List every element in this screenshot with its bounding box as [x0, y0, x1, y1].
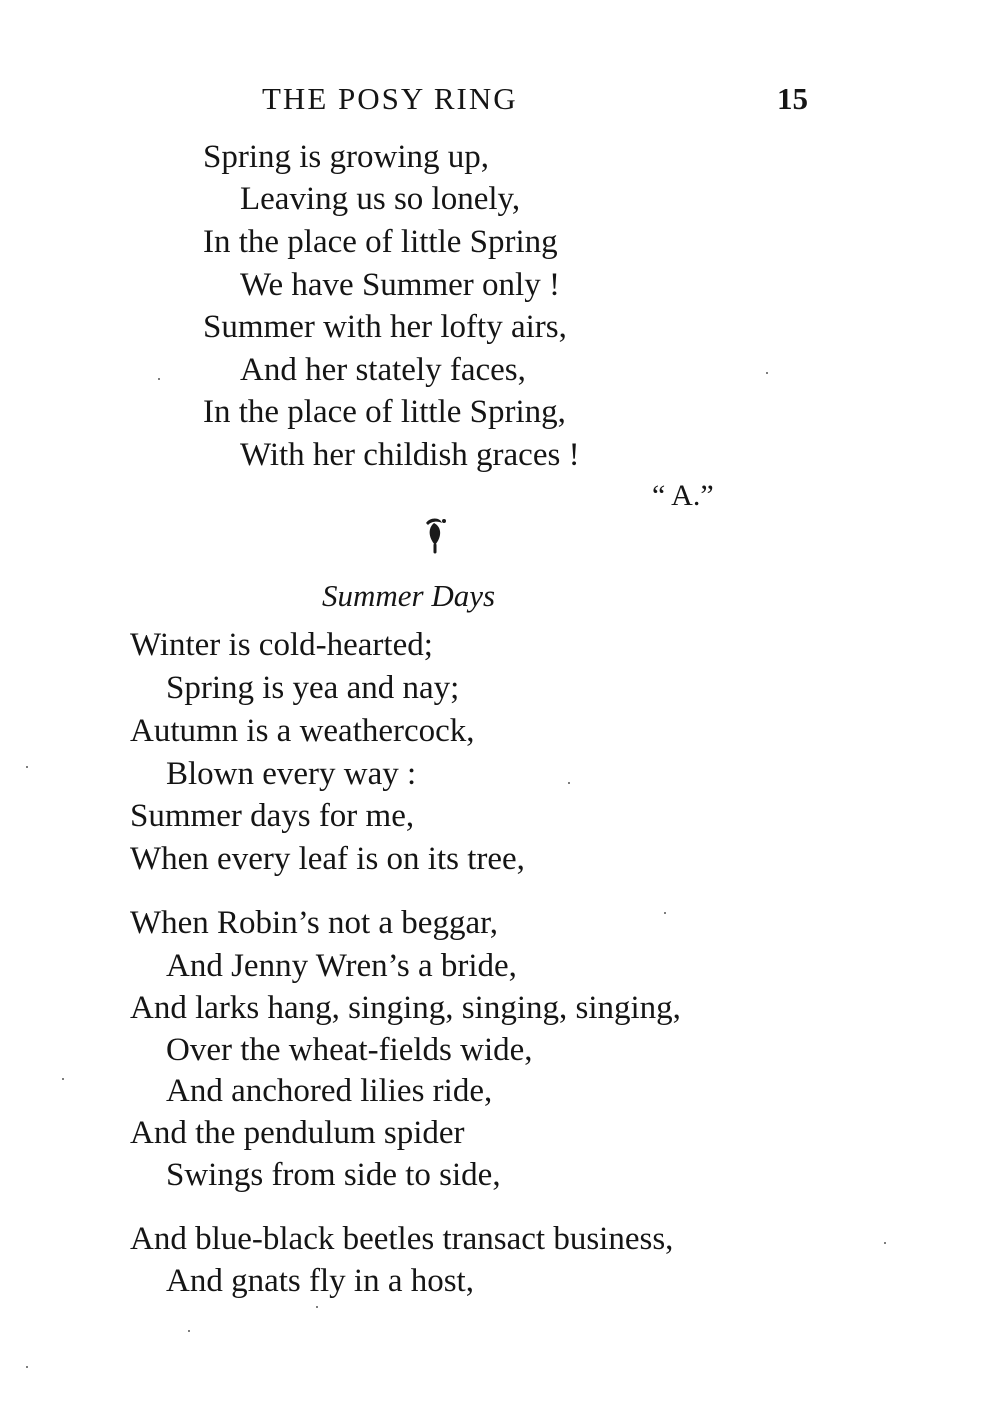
- poem-line: When Robin’s not a beggar,: [130, 905, 499, 941]
- print-speck: [158, 378, 160, 380]
- running-title: THE POSY RING: [262, 81, 518, 116]
- print-speck: [568, 782, 570, 784]
- print-speck: [26, 766, 28, 768]
- poem-line: Spring is growing up,: [203, 139, 490, 175]
- poem-line: In the place of little Spring: [203, 224, 558, 260]
- poem-line: Blown every way :: [166, 756, 417, 792]
- poem-line: When every leaf is on its tree,: [130, 841, 525, 877]
- poem-line: Summer days for me,: [130, 798, 415, 834]
- poem-line: Swings from side to side,: [166, 1157, 501, 1193]
- poem-line: And larks hang, singing, singing, singing,: [130, 990, 681, 1026]
- poem-line: Summer with her lofty airs,: [203, 309, 567, 345]
- print-speck: [62, 1078, 64, 1080]
- poem-line: And her stately faces,: [240, 352, 526, 388]
- poem-line: In the place of little Spring,: [203, 394, 566, 430]
- poem-line: And the pendulum spider: [130, 1115, 465, 1151]
- poem-line: And gnats fly in a host,: [166, 1263, 474, 1299]
- poem-line: Over the wheat-fields wide,: [166, 1032, 533, 1068]
- leaf-ornament-icon: [420, 515, 450, 555]
- poem-line: We have Summer only !: [240, 267, 560, 303]
- print-speck: [884, 1242, 886, 1244]
- poem-line: Spring is yea and nay;: [166, 670, 460, 706]
- poem-line: And blue-black beetles transact business,: [130, 1221, 674, 1257]
- print-speck: [316, 1306, 318, 1308]
- poem-attribution: “ A.”: [652, 479, 714, 512]
- poem-line: And Jenny Wren’s a bride,: [166, 948, 517, 984]
- poem-line: With her childish graces !: [240, 437, 580, 473]
- poem-line: And anchored lilies ride,: [166, 1073, 493, 1109]
- poem-line: Winter is cold-hearted;: [130, 627, 433, 663]
- page-number: 15: [777, 81, 808, 116]
- print-speck: [664, 912, 666, 914]
- poem-line: Leaving us so lonely,: [240, 181, 521, 217]
- print-speck: [188, 1330, 190, 1332]
- print-speck: [26, 1366, 28, 1368]
- print-speck: [766, 372, 768, 374]
- poem-title: Summer Days: [322, 578, 496, 613]
- poem-line: Autumn is a weathercock,: [130, 713, 475, 749]
